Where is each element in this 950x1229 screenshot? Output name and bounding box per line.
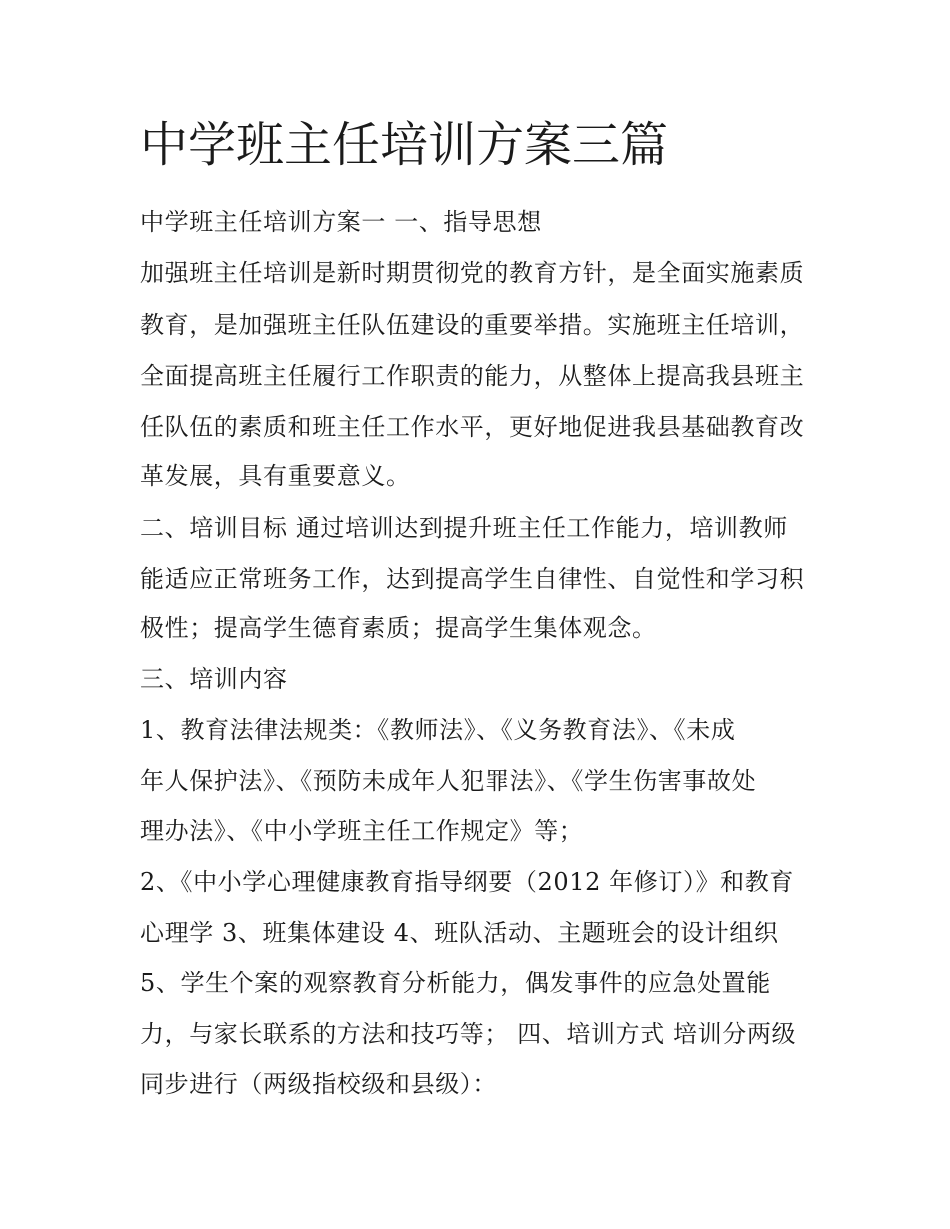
text-line: 1、教育法律法规类：《教师法》、《义务教育法》、《未成 (140, 716, 736, 744)
text-line: 理办法》、《中小学班主任工作规定》等； (140, 817, 584, 845)
text-line: 革发展，具有重要意义。 (140, 462, 411, 490)
text-line: 力，与家长联系的方法和技巧等； 四、培训方式 培训分两级 (140, 1020, 797, 1048)
text-line: 能适应正常班务工作，达到提高学生自律性、自觉性和学习积 (140, 565, 805, 593)
text-line: 2、《中小学心理健康教育指导纲要（2012 年修订）》和教育 (140, 868, 794, 896)
text-line: 极性；提高学生德育素质；提高学生集体观念。 (140, 614, 657, 642)
text-line: 二、培训目标 通过培训达到提升班主任工作能力，培训教师 (140, 514, 788, 542)
text-line: 三、培训内容 (140, 665, 288, 693)
text-line: 任队伍的素质和班主任工作水平，更好地促进我县基础教育改 (140, 413, 805, 441)
text-line: 全面提高班主任履行工作职责的能力，从整体上提高我县班主 (140, 362, 805, 390)
text-line: 加强班主任培训是新时期贯彻党的教育方针，是全面实施素质 (140, 259, 805, 287)
text-line: 中学班主任培训方案一 一、指导思想 (140, 208, 542, 236)
text-line: 年人保护法》、《预防未成年人犯罪法》、《学生伤害事故处 (140, 767, 757, 795)
text-line: 教育，是加强班主任队伍建设的重要举措。实施班主任培训， (140, 311, 805, 339)
text-line: 同步进行（两级指校级和县级）： (140, 1070, 497, 1098)
text-line: 心理学 3、班集体建设 4、班队活动、主题班会的设计组织 (140, 919, 779, 947)
text-line: 5、学生个案的观察教育分析能力，偶发事件的应急处置能 (140, 969, 771, 997)
document-title: 中学班主任培训方案三篇 (140, 117, 669, 173)
